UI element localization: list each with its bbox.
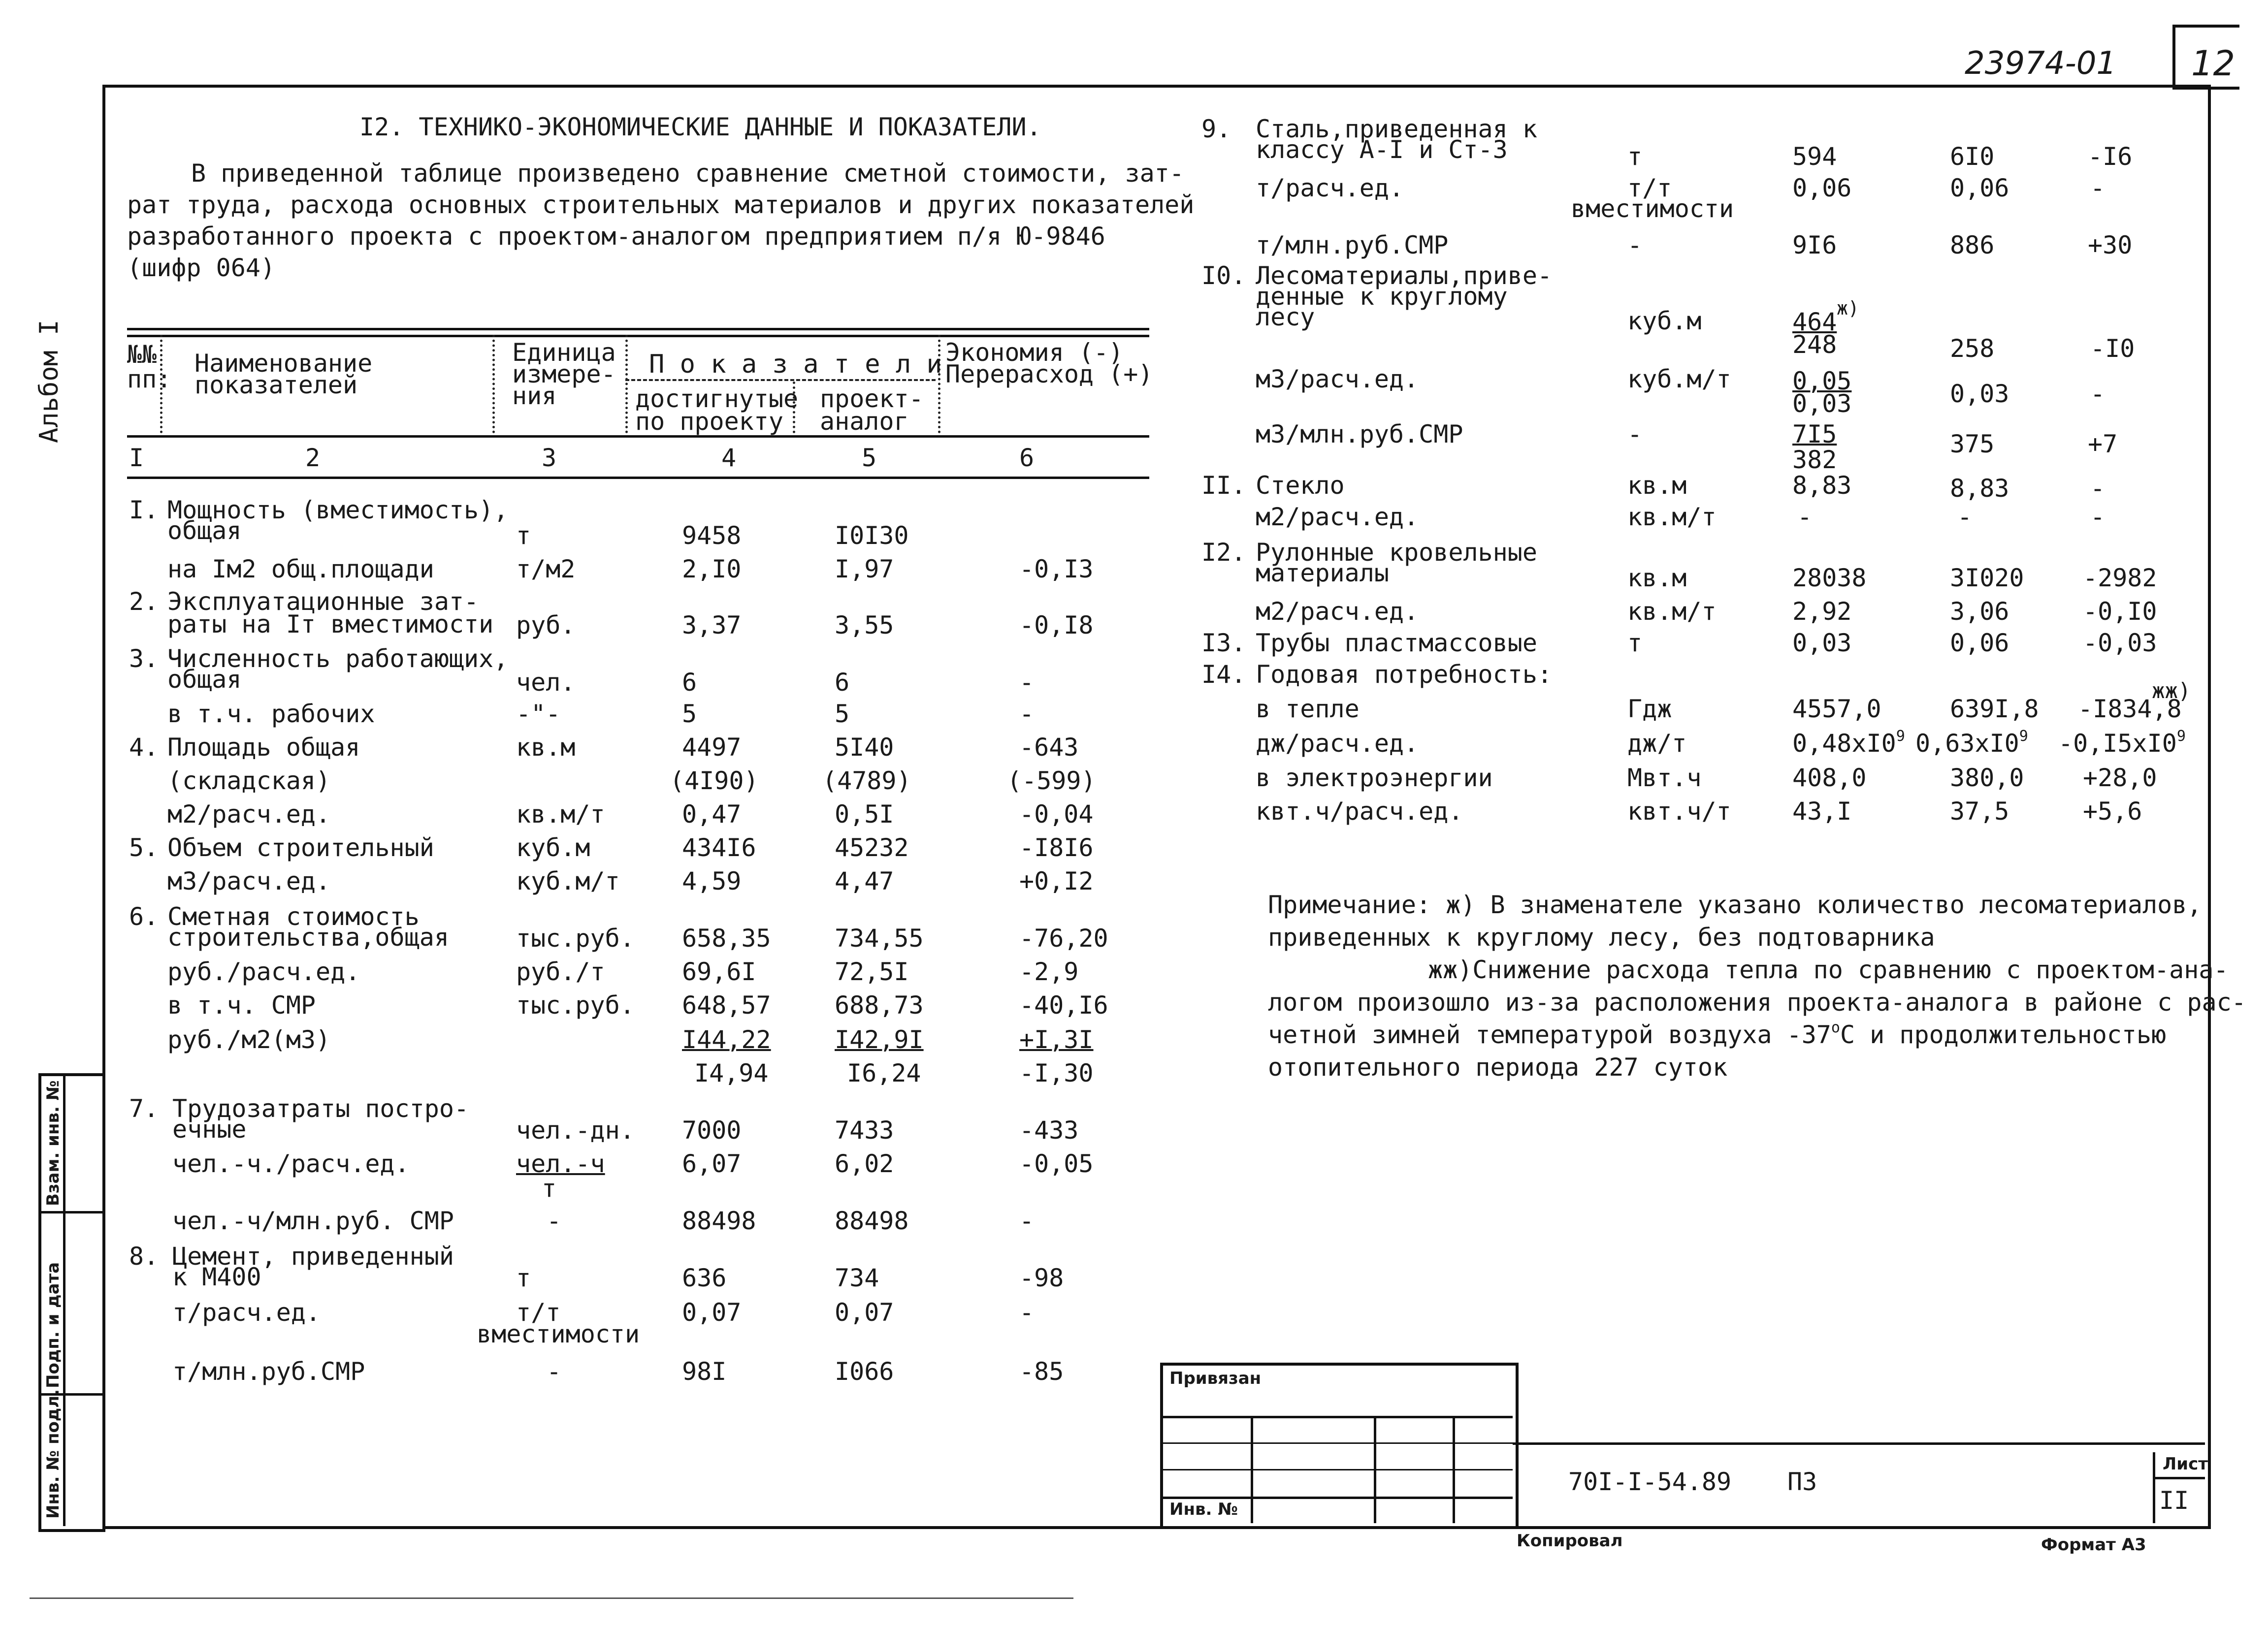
row-unit: т — [1627, 142, 1643, 171]
row-v3: -0,03 — [2083, 629, 2157, 657]
list-value: II — [2159, 1486, 2189, 1515]
row-name: Площадь общая — [167, 733, 360, 762]
th-num-5: 5 — [862, 444, 877, 472]
row-name: чел.-ч/млн.руб. СМР — [172, 1207, 454, 1235]
th-achieved-1: достигнутые — [635, 384, 799, 413]
row-v2: 0,03 — [1950, 380, 2009, 408]
row-unit: - — [547, 1357, 562, 1386]
row-unit-b: вместимости — [477, 1320, 640, 1348]
row-unit: -"- — [516, 700, 561, 728]
row-unit: кв.м — [516, 733, 576, 762]
row-no: 4. — [129, 733, 159, 762]
note-line-5 — [1268, 1020, 2166, 1053]
row-v3-exp: 9 — [2176, 728, 2186, 745]
doc-code: 23974-01 — [1965, 45, 2117, 82]
row-v1: 6,07 — [682, 1149, 742, 1178]
sheet-number: 12 — [2191, 43, 2236, 84]
row-v2: 37,5 — [1950, 797, 2009, 826]
row-unit: т/м2 — [516, 555, 576, 583]
intro-line-1: В приведенной таблице произведено сравнение сметной стоимости, зат- — [191, 159, 1184, 188]
row-no: 9. — [1201, 115, 1231, 143]
row-unit: тыс.руб. — [516, 991, 635, 1020]
th-unit-2: измере- — [512, 360, 616, 388]
row-v2: 6,02 — [835, 1149, 894, 1178]
row-v3: -85 — [1019, 1357, 1064, 1386]
row-v1-b: 382 — [1792, 446, 1837, 474]
row-name: т/расч.ед. — [1256, 174, 1404, 202]
row-v1: 0,07 — [682, 1298, 742, 1327]
row-name: м2/расч.ед. — [1256, 503, 1419, 531]
row-name: ечные — [172, 1115, 247, 1144]
row-v1: 0,03 — [1792, 629, 1852, 657]
th-name-1: Наименование — [194, 349, 373, 378]
row-name: Эксплуатационные зат- — [167, 587, 479, 616]
row-no: I. — [129, 496, 159, 524]
note-line-3: жж)Снижение расхода тепла по сравнению с проектом-ана- — [1428, 956, 2229, 984]
row-unit: куб.м — [1627, 307, 1702, 335]
th-num-3: 3 — [542, 444, 557, 472]
row-name: Лесоматериалы,приве- — [1256, 261, 1553, 290]
row-v1: 408,0 — [1792, 764, 1867, 792]
note-line-5b: С и продолжительностью — [1840, 1021, 2167, 1049]
row-v3-b: -I,30 — [1019, 1059, 1094, 1087]
row-v3: -0,I0 — [2083, 597, 2157, 626]
row-no: 7. — [129, 1094, 159, 1123]
stamp-inv-podl: Инв. № подл. — [43, 1389, 63, 1519]
row-v1: 88498 — [682, 1207, 756, 1235]
row-unit: куб.м/т — [1627, 365, 1731, 393]
note-line-6: отопительного периода 227 суток — [1268, 1053, 1728, 1082]
row-v3: -40,I6 — [1019, 991, 1108, 1020]
row-v3: +28,0 — [2083, 764, 2157, 792]
row-v2: 258 — [1950, 334, 1995, 363]
row-name: на Iм2 общ.площади — [167, 555, 434, 583]
row-v1: 7I5 — [1792, 420, 1837, 448]
drawing-frame — [102, 85, 2211, 1529]
th-economy-2: Перерасход (+) — [945, 360, 1153, 388]
row-name: в тепле — [1256, 695, 1360, 723]
row-name: в т.ч. СМР — [167, 991, 316, 1020]
row-name: раты на Iт вместимости — [167, 610, 494, 638]
row-unit: дж/т — [1627, 729, 1687, 758]
row-v2: 3I020 — [1950, 564, 2024, 592]
note-line-4: логом произошло из-за расположения проекта-аналога в районе с рас- — [1268, 988, 2246, 1017]
row-v3: - — [2090, 174, 2106, 202]
row-name: общая — [167, 516, 242, 545]
row-v3: -0,I3 — [1019, 555, 1094, 583]
row-v3: -I6 — [2088, 142, 2133, 171]
row-name: Рулонные кровельные — [1256, 538, 1537, 567]
stamp-inv-zam: Взам. инв. № — [43, 1080, 63, 1206]
row-name: т/расч.ед. — [172, 1298, 321, 1327]
row-v3: - — [2090, 474, 2106, 503]
row-v1: - — [1797, 503, 1813, 531]
row-v1: 2,I0 — [682, 555, 742, 583]
row-v2: 639I,8 — [1950, 695, 2039, 723]
row-v3: -98 — [1019, 1264, 1064, 1292]
row-v1: 658,35 — [682, 924, 771, 953]
note-line-2: приведенных к круглому лесу, без подтоварника — [1268, 923, 1935, 952]
row-name: лесу — [1256, 303, 1315, 331]
row-v3: -I0 — [2090, 334, 2135, 363]
row-unit: - — [1627, 420, 1643, 448]
row-name: (складская) — [167, 766, 331, 795]
note-line-1: Примечание: ж) В знаменателе указано количество лесоматериалов, — [1268, 891, 2202, 919]
row-no: 8. — [129, 1242, 159, 1271]
row-unit: кв.м — [1627, 564, 1687, 592]
row-name: строительства,общая — [167, 923, 449, 952]
doc-part: ПЗ — [1787, 1468, 1817, 1496]
row-name: классу А-I и Ст-3 — [1256, 135, 1508, 164]
row-v2: 3,06 — [1950, 597, 2009, 626]
row-unit: т — [1627, 629, 1643, 657]
intro-line-3: разработанного проекта с проектом-аналогом предприятием п/я Ю-9846 — [127, 222, 1105, 251]
row-v1: 8,83 — [1792, 471, 1852, 500]
row-name: Численность работающих, — [167, 644, 509, 673]
row-v2: I,97 — [835, 555, 894, 583]
row-v3: -643 — [1019, 733, 1079, 762]
row-unit: т — [516, 521, 531, 550]
intro-line-2: рат труда, расхода основных строительных материалов и других показателей — [127, 191, 1195, 219]
row-v1: 636 — [682, 1264, 727, 1292]
row-v1: 0,06 — [1792, 174, 1852, 202]
row-v3: - — [1019, 668, 1035, 697]
row-v1: 4557,0 — [1792, 695, 1881, 723]
row-unit: куб.м/т — [516, 867, 620, 895]
row-v3: - — [1019, 1207, 1035, 1235]
row-unit-b: т — [542, 1174, 557, 1203]
row-no: I0. — [1201, 261, 1246, 290]
th-unit-1: Единица — [512, 338, 616, 367]
row-name: чел.-ч./расч.ед. — [172, 1149, 410, 1178]
list-label: Лист — [2163, 1454, 2208, 1474]
row-no: II. — [1201, 471, 1246, 500]
row-name: в т.ч. рабочих — [167, 700, 375, 728]
row-name: материалы — [1256, 559, 1389, 587]
row-v1 — [1792, 729, 1905, 762]
row-v1-b: I4,94 — [694, 1059, 769, 1087]
row-unit: - — [547, 1207, 562, 1235]
privyazan-label: Привязан — [1169, 1369, 1262, 1388]
row-unit: кв.м/т — [1627, 503, 1717, 531]
row-unit: т/т — [516, 1298, 561, 1327]
row-v1: 2,92 — [1792, 597, 1852, 626]
row-no: 5. — [129, 833, 159, 862]
row-v2: (4789) — [822, 766, 911, 795]
row-v2: 7433 — [835, 1116, 894, 1145]
row-v3: +5,6 — [2083, 797, 2142, 826]
row-name: т/млн.руб.СМР — [1256, 231, 1449, 259]
row-name: Трудозатраты постро- — [172, 1094, 469, 1123]
row-no: 3. — [129, 644, 159, 673]
row-unit: чел. — [516, 668, 576, 697]
row-v2: 886 — [1950, 231, 1995, 259]
row-v3: -I8I6 — [1019, 833, 1094, 862]
row-v1-b: 0,03 — [1792, 389, 1852, 418]
row-v1: 594 — [1792, 142, 1837, 171]
stamp-sign-date: Подп. и дата — [43, 1262, 63, 1388]
row-v2: I0I30 — [835, 521, 909, 550]
row-name: м3/расч.ед. — [1256, 365, 1419, 393]
row-v2: 380,0 — [1950, 764, 2024, 792]
row-v3: -433 — [1019, 1116, 1079, 1145]
row-v3: -2982 — [2083, 564, 2157, 592]
th-no-2: пп: — [127, 365, 172, 393]
row-unit: - — [1627, 231, 1643, 259]
row-v3: +I,3I — [1019, 1025, 1094, 1054]
row-v2: 3,55 — [835, 611, 894, 639]
th-num-2: 2 — [305, 444, 321, 472]
row-v2: - — [1957, 503, 1973, 531]
row-v3: - — [2090, 380, 2106, 408]
row-unit: кв.м/т — [1627, 597, 1717, 626]
row-name: руб./м2(м3) — [167, 1025, 331, 1054]
row-v2: I066 — [835, 1357, 894, 1386]
row-v3-value: -0,I5xI0 — [2058, 729, 2177, 758]
row-v3 — [2058, 729, 2186, 762]
row-v1: 9I6 — [1792, 231, 1837, 259]
row-v2: 688,73 — [835, 991, 924, 1020]
copied-label: Копировал — [1517, 1531, 1623, 1551]
row-v3: -0,05 — [1019, 1149, 1094, 1178]
note-line-5-degree: о — [1831, 1019, 1840, 1036]
row-v3: -0,04 — [1019, 800, 1094, 829]
row-unit: кв.м — [1627, 471, 1687, 500]
th-name-2: показателей — [194, 371, 358, 399]
row-name: Сталь,приведенная к — [1256, 115, 1537, 143]
row-unit: кв.м/т — [516, 800, 605, 829]
row-v1-value: 0,48xI0 — [1792, 729, 1896, 758]
row-v3: -2,9 — [1019, 958, 1079, 986]
row-v3: -0,I8 — [1019, 611, 1094, 639]
row-no: I4. — [1201, 660, 1246, 689]
row-v1: 98I — [682, 1357, 727, 1386]
row-name: м3/расч.ед. — [167, 867, 331, 895]
row-v2: 72,5I — [835, 958, 909, 986]
row-v3: +7 — [2088, 430, 2118, 458]
row-v3: +30 — [2088, 231, 2133, 259]
row-v1: 69,6I — [682, 958, 756, 986]
row-name: Стекло — [1256, 471, 1345, 500]
th-num-6: 6 — [1019, 444, 1035, 472]
row-v2: 6I0 — [1950, 142, 1995, 171]
row-v2: 734,55 — [835, 924, 924, 953]
row-v1-value: 464 — [1792, 308, 1837, 336]
row-name: общая — [167, 665, 242, 694]
doc-id: 70I-I-54.89 — [1568, 1468, 1732, 1496]
th-group: П о к а з а т е л и — [649, 350, 942, 379]
row-v3: - — [1019, 700, 1035, 728]
row-unit: руб./т — [516, 958, 605, 986]
row-name: Сметная стоимость — [167, 902, 420, 931]
row-v1: 4497 — [682, 733, 742, 762]
row-unit: чел.-ч — [516, 1149, 605, 1178]
row-unit: руб. — [516, 611, 576, 639]
row-v2: 88498 — [835, 1207, 909, 1235]
row-unit: Мвт.ч — [1627, 764, 1702, 792]
row-v3: -76,20 — [1019, 924, 1108, 953]
row-name: денные к круглому — [1256, 282, 1508, 311]
row-v1-exp: 9 — [1896, 728, 1905, 745]
row-v1: 434I6 — [682, 833, 756, 862]
row-v2: 0,06 — [1950, 174, 2009, 202]
row-v3: +0,I2 — [1019, 867, 1094, 895]
row-v2: 375 — [1950, 430, 1995, 458]
row-v1-sup: ж) — [1837, 297, 1859, 319]
row-name: м2/расч.ед. — [1256, 597, 1419, 626]
inv-no-label: Инв. № — [1169, 1500, 1238, 1519]
row-name: руб./расч.ед. — [167, 958, 360, 986]
row-v1: (4I90) — [670, 766, 759, 795]
row-v2: 5 — [835, 700, 850, 728]
row-v1: 0,47 — [682, 800, 742, 829]
th-analog-1: проект- — [820, 384, 924, 413]
format-label: Формат А3 — [2041, 1535, 2146, 1555]
row-v2-exp: 9 — [2019, 728, 2028, 745]
row-v1-b: 248 — [1792, 330, 1837, 359]
row-name: Годовая потребность: — [1256, 660, 1553, 689]
row-v2: 0,5I — [835, 800, 894, 829]
th-num-1: I — [129, 444, 144, 472]
row-name: в электроэнергии — [1256, 764, 1493, 792]
row-name: м2/расч.ед. — [167, 800, 331, 829]
row-name: Мощность (вместимость), — [167, 496, 509, 524]
row-name: Трубы пластмассовые — [1256, 629, 1537, 657]
row-v2: I42,9I — [835, 1025, 924, 1054]
row-unit-b: вместимости — [1571, 194, 1734, 223]
row-no: 6. — [129, 902, 159, 931]
row-unit: тыс.руб. — [516, 924, 635, 953]
th-economy-1: Экономия (-) — [945, 338, 1124, 367]
th-unit-3: ния — [512, 382, 557, 410]
row-v1: 648,57 — [682, 991, 771, 1020]
album-label: Альбом I — [34, 319, 64, 443]
row-v1: 28038 — [1792, 564, 1867, 592]
th-analog-2: аналог — [820, 407, 909, 436]
row-v2: 0,07 — [835, 1298, 894, 1327]
row-v1: I44,22 — [682, 1025, 771, 1054]
row-v2: 8,83 — [1950, 474, 2009, 503]
row-v3: - — [1019, 1298, 1035, 1327]
th-no-1: №№ — [127, 340, 157, 369]
row-unit: т — [516, 1264, 531, 1292]
section-title: I2. ТЕХНИКО-ЭКОНОМИЧЕСКИЕ ДАННЫЕ И ПОКАЗАТЕЛИ. — [359, 113, 1041, 141]
row-v2: 45232 — [835, 833, 909, 862]
row-v1: 9458 — [682, 521, 742, 550]
row-v1: 5 — [682, 700, 697, 728]
row-v2: 4,47 — [835, 867, 894, 895]
row-v3: - — [2090, 503, 2106, 531]
row-unit: куб.м — [516, 833, 590, 862]
row-name: м3/млн.руб.СМР — [1256, 420, 1463, 448]
row-v1: 3,37 — [682, 611, 742, 639]
row-no: I2. — [1201, 538, 1246, 567]
row-v1: 6 — [682, 668, 697, 697]
row-v2: 734 — [835, 1264, 879, 1292]
row-v2-value: 0,63xI0 — [1915, 729, 2019, 758]
row-v2 — [1915, 729, 2028, 762]
note-line-5a: четной зимней температурой воздуха -37 — [1268, 1021, 1831, 1049]
th-num-4: 4 — [721, 444, 737, 472]
row-v3: (-599) — [1007, 766, 1096, 795]
row-v3: -I834,8 — [2078, 695, 2182, 723]
row-no: 2. — [129, 587, 159, 616]
row-name: квт.ч/расч.ед. — [1256, 797, 1463, 826]
row-v1: 7000 — [682, 1116, 742, 1145]
row-unit: Гдж — [1627, 695, 1672, 723]
row-name: Цемент, приведенный — [172, 1242, 454, 1271]
row-v2-b: I6,24 — [847, 1059, 921, 1087]
row-no: I3. — [1201, 629, 1246, 657]
row-v1: 43,I — [1792, 797, 1852, 826]
row-v2: 0,06 — [1950, 629, 2009, 657]
row-name: Объем строительный — [167, 833, 434, 862]
row-v1: 0,05 — [1792, 367, 1852, 395]
row-name: т/млн.руб.СМР — [172, 1357, 365, 1386]
th-achieved-2: по проекту — [635, 407, 784, 436]
row-v2: 6 — [835, 668, 850, 697]
row-name: к М400 — [172, 1263, 261, 1291]
row-unit: квт.ч/т — [1627, 797, 1731, 826]
row-v2: 5I40 — [835, 733, 894, 762]
intro-line-4: (шифр 064) — [127, 254, 276, 282]
row-v1: 4,59 — [682, 867, 742, 895]
row-v3-sup: жж) — [2152, 678, 2191, 703]
row-unit: т/т — [1627, 174, 1672, 202]
row-name: дж/расч.ед. — [1256, 729, 1419, 758]
row-unit: чел.-дн. — [516, 1116, 635, 1145]
